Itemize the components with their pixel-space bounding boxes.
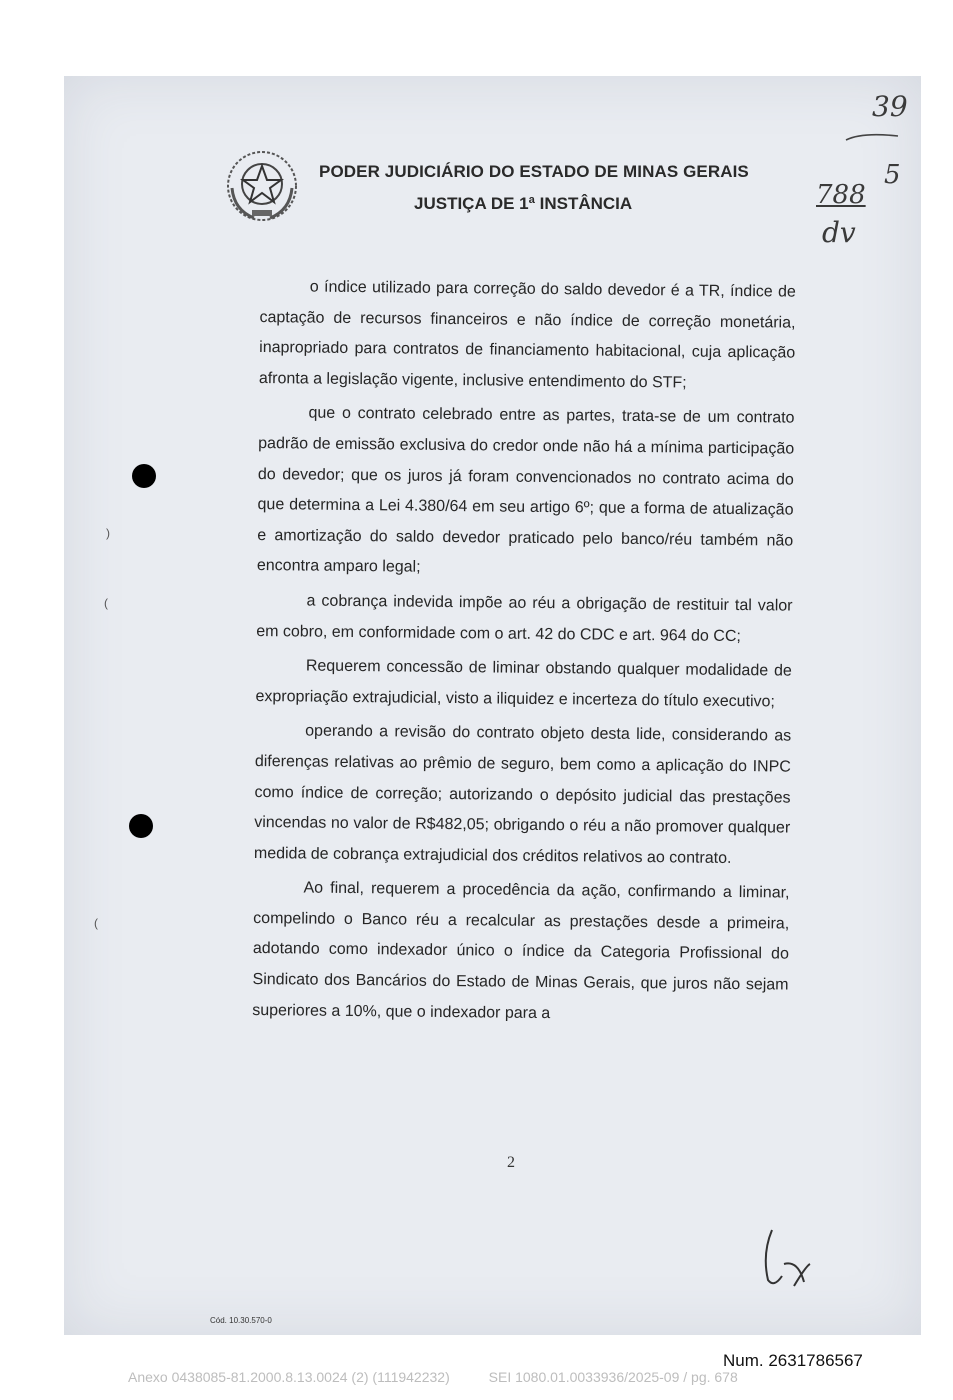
five-note: 5 — [884, 160, 901, 190]
paragraph: operando a revisão do contrato objeto desta lide, considerando as diferenças relativas ao prêmio de seguro, bem como a aplicação do INPC como índice de correção; autorizando o depósito judicial das prestações vincendas no valor de R$482,05; obrigando o réu a não promover qualquer medida de cobrança extrajudicial dos créditos relativos ao contrato. — [253, 722, 792, 867]
paragraph: o índice utilizado para correção do saldo devedor é a TR, índice de captação de recursos financeiros e não índice de correção monetária, inapropriado para contratos de financiamento habitacional, cuja aplicação afronta a legislação vigente, inclusive entendimento do STF; — [258, 278, 796, 392]
header-subtitle: JUSTIÇA DE 1ª INSTÂNCIA — [414, 194, 633, 213]
coat-of-arms-icon — [224, 148, 300, 224]
page-number: 2 — [507, 1154, 515, 1171]
scan-speck: ) — [106, 526, 110, 540]
document-header — [64, 76, 921, 276]
header-title: PODER JUDICIÁRIO DO ESTADO DE MINAS GERAIS — [319, 162, 749, 181]
paragraph: Requerem concessão de liminar obstando qualquer modalidade de expropriação extrajudicial, visto a iliquidez e incerteza do título executivo; — [255, 657, 792, 711]
scanned-page — [64, 76, 921, 1335]
folio-note: 788 — [816, 180, 866, 210]
document-number: Num. 2631786567 — [723, 1351, 863, 1370]
punch-hole-bottom — [129, 814, 153, 838]
scan-speck: ( — [104, 596, 108, 610]
footer-reference — [128, 1369, 738, 1385]
handwritten-stroke — [842, 128, 902, 148]
page-mark-note: 39 — [872, 90, 908, 123]
annex-reference: Anexo 0438085-81.2000.8.13.0024 (2) (111942232) — [128, 1369, 450, 1385]
signature-icon — [758, 1224, 820, 1294]
paragraph: Ao final, requerem a procedência da ação, confirmando a liminar, compelindo o Banco réu a recalcular as prestações desde a primeira, adotando como indexador único o índice da Categoria Profissional do Sindicato dos Bancários do Estado de Minas Gerais, que juros não sejam superiores a 10%, que o indexador para a — [252, 879, 790, 1022]
initials-note: dv — [822, 216, 856, 249]
scan-speck: ( — [94, 916, 98, 930]
punch-hole-top — [132, 464, 156, 488]
form-code: Cód. 10.30.570-0 — [210, 1316, 272, 1325]
paragraph: a cobrança indevida impõe ao réu a obrigação de restituir tal valor em cobro, em conformidade com o art. 42 do CDC e art. 964 do CC; — [256, 592, 793, 645]
paragraph: que o contrato celebrado entre as partes, trata-se de um contrato padrão de emissão exclusiva do credor onde não há a mínima participação do devedor; que os juros já foram convencionados no contrato acima do que determina a Lei 4.380/64 em seu artigo 6º; que a forma de atualização e amortização do saldo devedor praticado pelo banco/réu também não encontra amparo legal; — [256, 404, 795, 577]
document-body — [252, 272, 796, 1036]
sei-reference: SEI 1080.01.0033936/2025-09 / pg. 678 — [488, 1369, 738, 1385]
